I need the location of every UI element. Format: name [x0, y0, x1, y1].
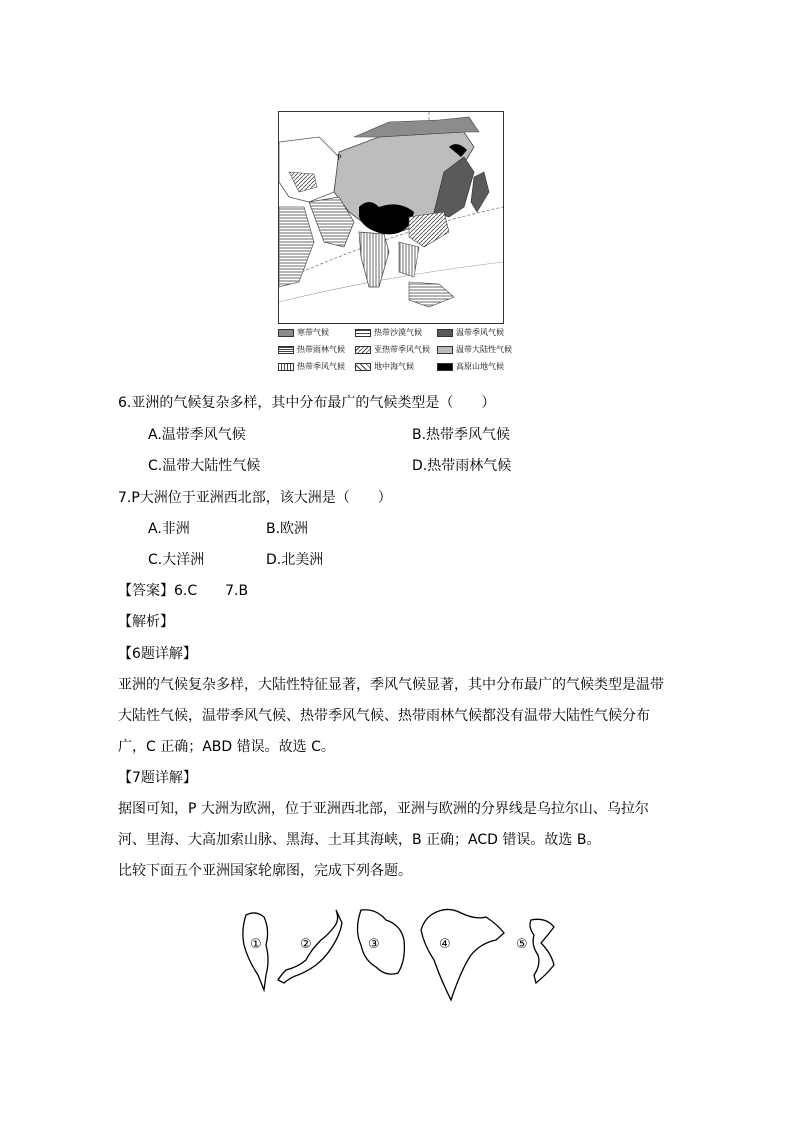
q6-analysis-line: 亚洲的气候复杂多样，大陆性特征显著，季风气候显著，其中分布最广的气候类型是温带	[118, 677, 664, 693]
legend-label: 热带雨林气候	[297, 345, 345, 354]
q6-analysis-line: 大陆性气候，温带季风气候、热带季风气候、热带雨林气候都没有温带大陆性气候分布	[118, 708, 650, 724]
legend-swatch	[278, 346, 294, 354]
legend-item	[355, 328, 422, 338]
legend-swatch	[355, 329, 371, 337]
country-label-5: ⑤	[516, 937, 528, 952]
legend-item	[278, 362, 345, 372]
legend-item	[437, 345, 512, 355]
legend-swatch	[437, 346, 453, 354]
answer-line: 【答案】6.C 7.B	[118, 583, 249, 599]
legend-item	[278, 345, 345, 355]
question-7-option-a: A.非洲	[148, 521, 190, 537]
legend-label: 地中海气候	[374, 362, 414, 371]
question-6-option-b: B.热带季风气候	[412, 427, 511, 443]
country-label-2: ②	[300, 937, 312, 952]
question-7-option-c: C.大洋洲	[148, 552, 205, 568]
legend-item	[437, 328, 504, 338]
legend-label: 温带季风气候	[456, 328, 504, 337]
country-label-1: ①	[250, 937, 262, 952]
q6-analysis-heading: 【6题详解】	[118, 646, 197, 662]
question-7-option-b: B.欧洲	[266, 521, 309, 537]
legend-label: 热带季风气候	[297, 362, 345, 371]
legend-item	[437, 362, 504, 372]
asia-climate-map	[278, 111, 504, 324]
next-section-intro: 比较下面五个亚洲国家轮廓图，完成下列各题。	[118, 863, 412, 879]
question-7-stem: 7.P大洲位于亚洲西北部，该大洲是（ ）	[118, 490, 392, 506]
legend-item	[355, 345, 430, 355]
q7-analysis-line: 据图可知，P 大洲为欧洲，位于亚洲西北部，亚洲与欧洲的分界线是乌拉尔山、乌拉尔	[118, 801, 649, 817]
legend-swatch	[355, 346, 371, 354]
legend-swatch	[437, 329, 453, 337]
legend-swatch	[278, 363, 294, 371]
country-outlines-figure	[236, 905, 566, 1005]
q7-analysis-line: 河、里海、大高加索山脉、黑海、土耳其海峡，B 正确；ACD 错误。故选 B。	[118, 832, 601, 848]
legend-label: 高原山地气候	[456, 362, 504, 371]
legend-item	[355, 362, 414, 372]
analysis-heading: 【解析】	[118, 614, 174, 630]
legend-item	[278, 328, 329, 338]
legend-swatch	[355, 363, 371, 371]
asia-climate-map-svg	[279, 112, 503, 323]
country-label-3: ③	[368, 937, 380, 952]
legend-label: 热带沙漠气候	[374, 328, 422, 337]
q7-analysis-heading: 【7题详解】	[118, 770, 197, 786]
legend-label: 温带大陆性气候	[456, 345, 512, 354]
p-continent-label: P	[337, 153, 342, 162]
q6-analysis-line: 广，C 正确；ABD 错误。故选 C。	[118, 739, 335, 755]
question-6-option-a: A.温带季风气候	[148, 427, 246, 443]
legend-label: 亚热带季风气候	[374, 345, 430, 354]
legend-swatch	[437, 363, 453, 371]
country-outlines-svg	[236, 905, 566, 1005]
country-label-4: ④	[439, 937, 451, 952]
map-legend	[278, 328, 528, 378]
legend-swatch	[278, 329, 294, 337]
question-6-option-d: D.热带雨林气候	[412, 458, 512, 474]
question-6-stem: 6.亚洲的气候复杂多样，其中分布最广的气候类型是（ ）	[118, 395, 496, 411]
legend-label: 寒带气候	[297, 328, 329, 337]
question-7-option-d: D.北美洲	[266, 552, 324, 568]
question-6-option-c: C.温带大陆性气候	[148, 458, 261, 474]
